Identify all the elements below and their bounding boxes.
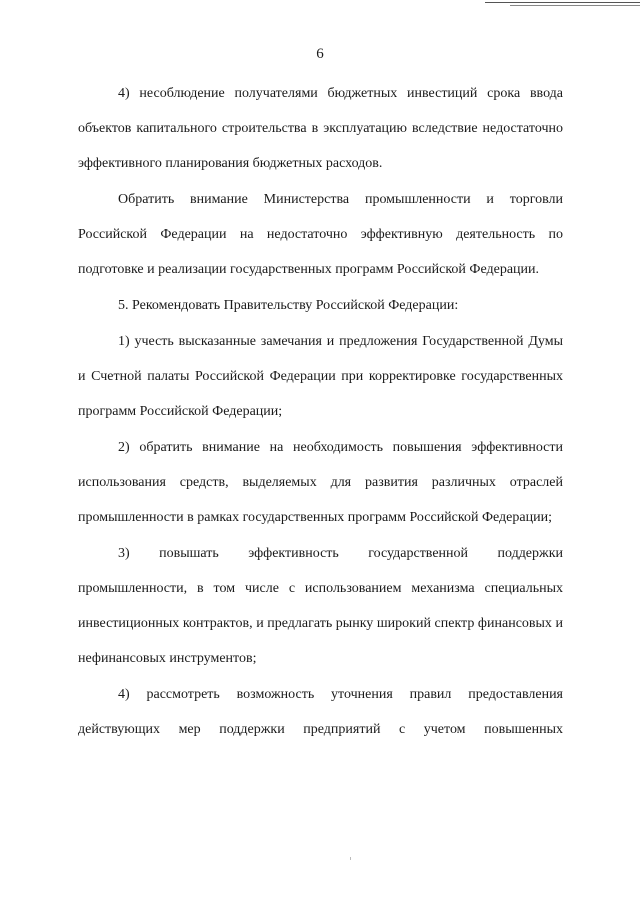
header-rule <box>485 2 640 7</box>
paragraph-recommendation-5: 5. Рекомендовать Правительству Российской Федерации: <box>118 298 459 313</box>
paragraph-subitem-2: 2) обратить внимание на необходимость повышения эффективности использования средств, выделяемых для развития различных отраслей промышленности в рамках государственных программ Российской Федерации; <box>78 440 563 525</box>
paragraph-subitem-4: 4) рассмотреть возможность уточнения правил предоставления действующих мер поддержки предприятий с учетом повышенных <box>78 687 563 737</box>
page-number: 6 <box>316 46 324 62</box>
paragraph-ministry-attention: Обратить внимание Министерства промышленности и торговли Российской Федерации на недостаточно эффективную деятельность по подготовке и реализации государственных программ Российской Федерации. <box>78 192 563 277</box>
document-body <box>78 76 563 748</box>
paragraph-subitem-3: 3) повышать эффективность государственной поддержки промышленности, в том числе с использованием механизма специальных инвестиционных контрактов, и предлагать рынку широкий спектр финансовых и нефинансовых инструментов; <box>78 546 563 666</box>
paragraph-subitem-1: 1) учесть высказанные замечания и предложения Государственной Думы и Счетной палаты Российской Федерации при корректировке государственных программ Российской Федерации; <box>78 334 563 419</box>
paragraph-item-4-noncompliance: 4) несоблюдение получателями бюджетных инвестиций срока ввода объектов капитального строительства в эксплуатацию вследствие недостаточно эффективного планирования бюджетных расходов. <box>78 86 563 171</box>
scan-artifact <box>350 857 351 860</box>
